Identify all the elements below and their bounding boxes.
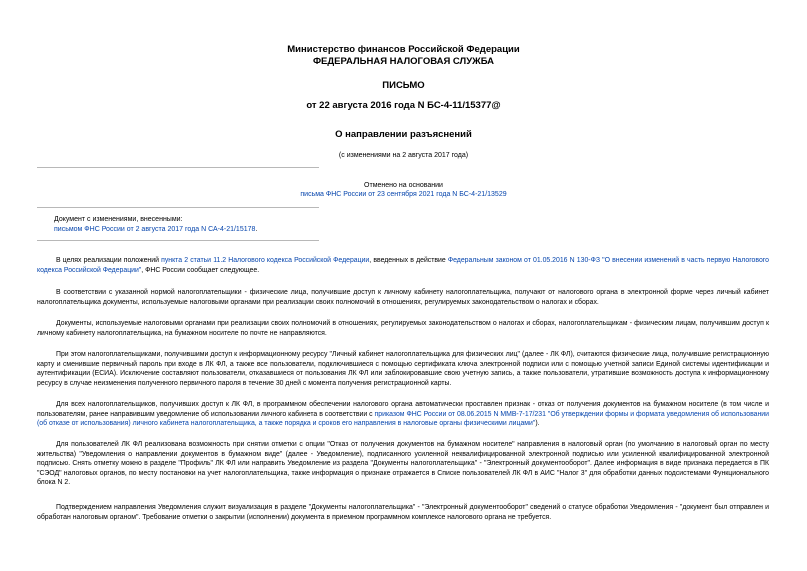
document-type: ПИСЬМО: [382, 80, 425, 91]
paragraph-2: В соответствии с указанной нормой налогоплательщики - физические лица, получившие доступ к личному кабинету налогоплательщика, получают от налогового органа в электронной форме через личный кабинет налогоплательщика документы, используемые налоговыми органами при реализации своих полномочий в отношениях, регулируемых законодательством о налогах и сборах.: [37, 289, 769, 306]
service-name: ФЕДЕРАЛЬНАЯ НАЛОГОВАЯ СЛУЖБА: [312, 56, 495, 67]
paragraph-text: , введенных в действие: [369, 257, 448, 264]
changes-note: (с изменениями на 2 августа 2017 года): [338, 152, 469, 159]
paragraph-text: ).: [535, 420, 540, 428]
divider: [37, 207, 319, 208]
paragraph-1: [37, 256, 769, 275]
divider: [37, 240, 319, 241]
cancellation-link[interactable]: письма ФНС России от 23 сентября 2021 года N БС-4-21/13529: [300, 191, 507, 198]
federal-law-link[interactable]: Федеральным законом от 01.05.2016 N 130-ФЗ "О внесении изменений в часть первую Налогового кодекса Российской Федерации": [37, 257, 770, 274]
amendments-note: [54, 215, 257, 235]
paragraph-3: Документы, используемые налоговыми органами при реализации своих полномочий в отношениях, регулируемых законодательством о налогах и сборах, налогоплательщикам - физическим лицам, получившим доступ к личному кабинету налогоплательщика, на бумажном носителе по почте не направляются.: [37, 320, 769, 337]
paragraph-6: Для пользователей ЛК ФЛ реализована возможность при снятии отметки с опции "Отказ от получения документов на бумажном носителе" направления в налоговый орган (по умолчанию в налоговый орган по месту жительства) "Уведомления о направлении документов в бумажном виде" (далее - Уведомление), подписанного усиленной неквалифицированной электронной подписью или усиленной квалифицированной электронной подписью. Снять отметку можно в разделе "Профиль" ЛК ФЛ или направить Уведомление из раздела "Документы налогоплательщика" - "Электронный документооборот". Далее информация в виде признака передается в ПК "СЭОД" налоговых органов, по месту постановки на учет налогоплательщика, также информация о признаке отражается в Списке пользователей ЛК ФЛ в АИС "Налог 3" для обработки данных подсистемами Функционального блока N 2.: [37, 441, 769, 487]
paragraph-5: [37, 400, 769, 429]
paragraph-text: Для всех налогоплательщиков, получивших доступ к ЛК ФЛ, в программном обеспечении налогового органа автоматически проставлен признак - отказ от получения документов на бумажном носителе (в том числе и пользователям, ранее направившим уведомление об использовании личного кабинета в соответствии с: [37, 401, 769, 418]
document-date-number: от 22 августа 2016 года N БС-4-11/15377@: [306, 100, 501, 111]
document-subject: О направлении разъяснений: [335, 129, 472, 140]
amendments-label: Документ с изменениями, внесенными:: [54, 216, 183, 223]
fns-order-link[interactable]: приказом ФНС России от 08.06.2015 N ММВ-7-17/231 "Об утверждении формы и формата уведомления об использовании (об отказе от использования) личного кабинета налогоплательщика, а также порядка и сроков его направления в налоговые органы физическими лицами": [37, 410, 769, 428]
paragraph-7: Подтверждением направления Уведомления служит визуализация в разделе "Документы налогоплательщика" - "Электронный документооборот" сведений о статусе обработки Уведомления - "документ был отправлен и обработан налоговым органом". Требование отметки о закрытии (исполнении) документа в приемном программном комплексе налогового органа не требуется.: [37, 504, 769, 521]
paragraph-4: При этом налогоплательщиками, получившими доступ к информационному ресурсу "Личный кабинет налогоплательщика для физических лиц" (далее - ЛК ФЛ), считаются физические лица, получившие регистрационную карту и сменившие первичный пароль при входе в ЛК ФЛ, а также все пользователи, подключившиеся с помощью сертификата ключа электронной подписи или с помощью учетной записи Единой системы идентификации и аутентификации (ЕСИА). Исключение составляют пользователи, отказавшиеся от пользования ЛК ФЛ или заблокировавшие свою учетную запись, а также пользователи, утратившие возможность доступа к информационному ресурсу в случае неизменения полученного первичного пароля в течение 30 дней с момента получения регистрационной карты.: [37, 351, 769, 387]
ministry-name: Министерство финансов Российской Федерации: [287, 44, 520, 55]
cancellation-label: Отменено на основании: [364, 182, 443, 189]
amendment-link[interactable]: письмом ФНС России от 2 августа 2017 года N СА-4-21/15178: [54, 226, 256, 233]
divider: [37, 167, 319, 168]
tax-code-link[interactable]: пункта 2 статьи 11.2 Налогового кодекса Российской Федерации: [161, 257, 370, 264]
paragraph-text: В целях реализации положений: [56, 257, 162, 264]
paragraph-text: , ФНС России сообщает следующее.: [141, 266, 260, 274]
amendments-line: [54, 225, 257, 235]
amendment-period: .: [255, 226, 258, 233]
